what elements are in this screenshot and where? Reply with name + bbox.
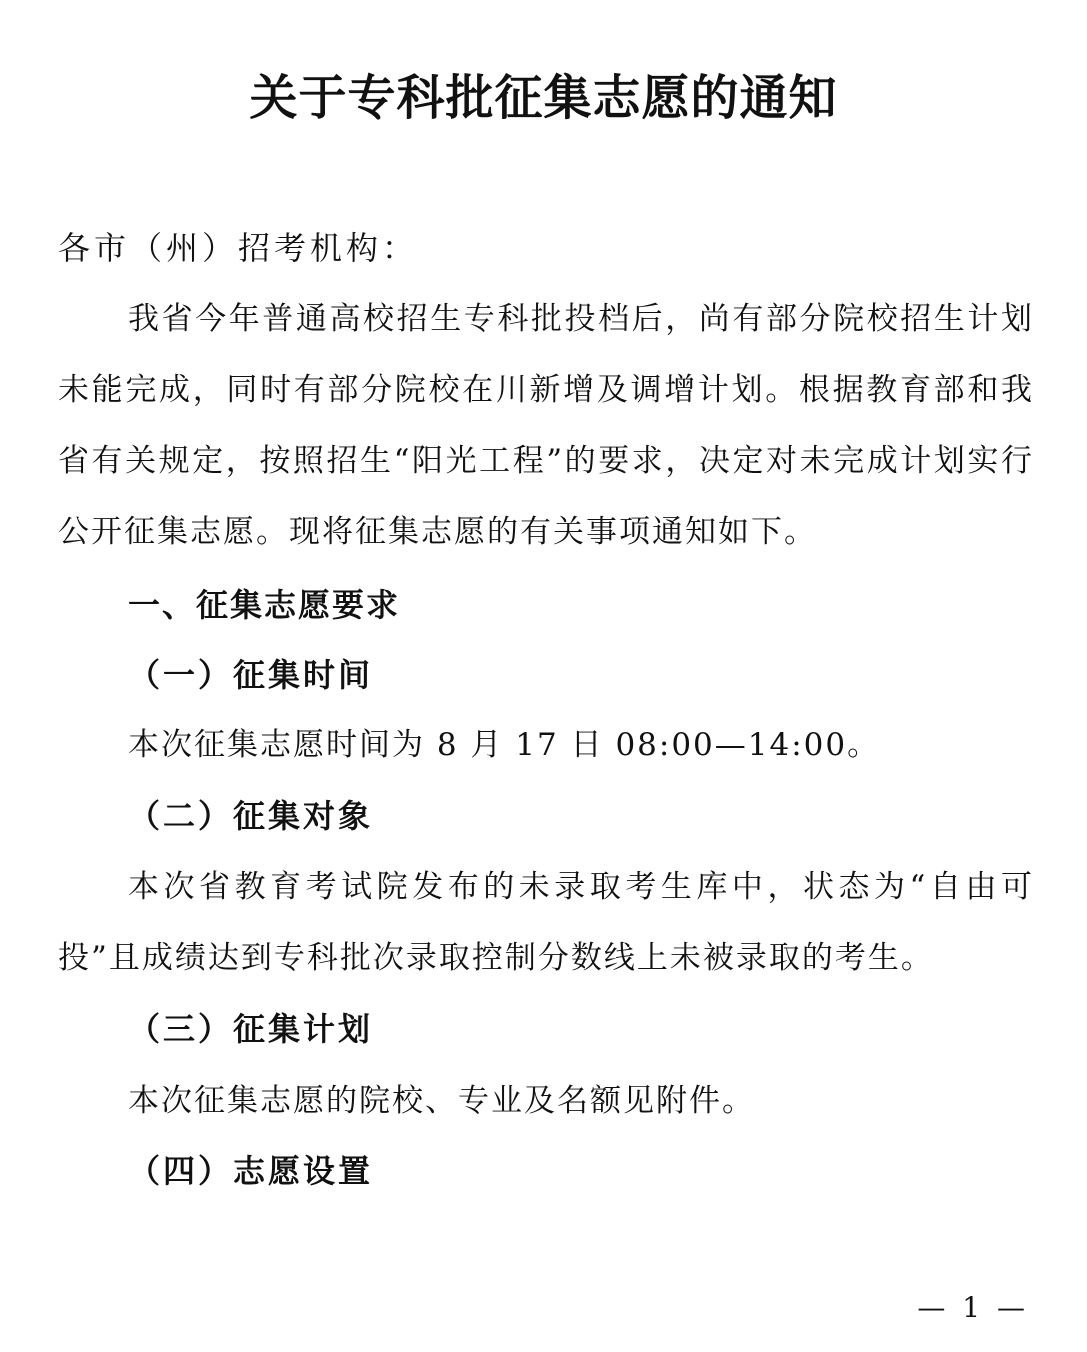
plan-paragraph: 本次征集志愿的院校、专业及名额见附件。 — [128, 1083, 755, 1119]
subheading-target: （二）征集对象 — [128, 797, 374, 835]
target-paragraph: 本次省教育考试院发布的未录取考生库中，状态为“自由可投”且成绩达到专科批次录取控制分数线上未被录取的考生。 — [58, 869, 1034, 976]
subheading-time: （一）征集时间 — [128, 656, 374, 694]
subheading-settings: （四）志愿设置 — [128, 1152, 374, 1190]
subheading-plan: （三）征集计划 — [128, 1010, 374, 1048]
intro-paragraph: 我省今年普通高校招生专科批投档后，尚有部分院校招生计划未能完成，同时有部分院校在川新增及调增计划。根据教育部和我省有关规定，按照招生“阳光工程”的要求，决定对未完成计划实行公开征集志愿。现将征集志愿的有关事项通知如下。 — [58, 301, 1034, 550]
time-paragraph: 本次征集志愿时间为 8 月 17 日 08:00—14:00。 — [128, 727, 881, 763]
document-title: 关于专科批征集志愿的通知 — [249, 70, 838, 126]
page-number: — 1 — — [917, 1291, 1029, 1324]
section-heading-requirements: 一、征集志愿要求 — [128, 586, 401, 624]
salutation: 各市（州）招考机构： — [58, 229, 419, 267]
